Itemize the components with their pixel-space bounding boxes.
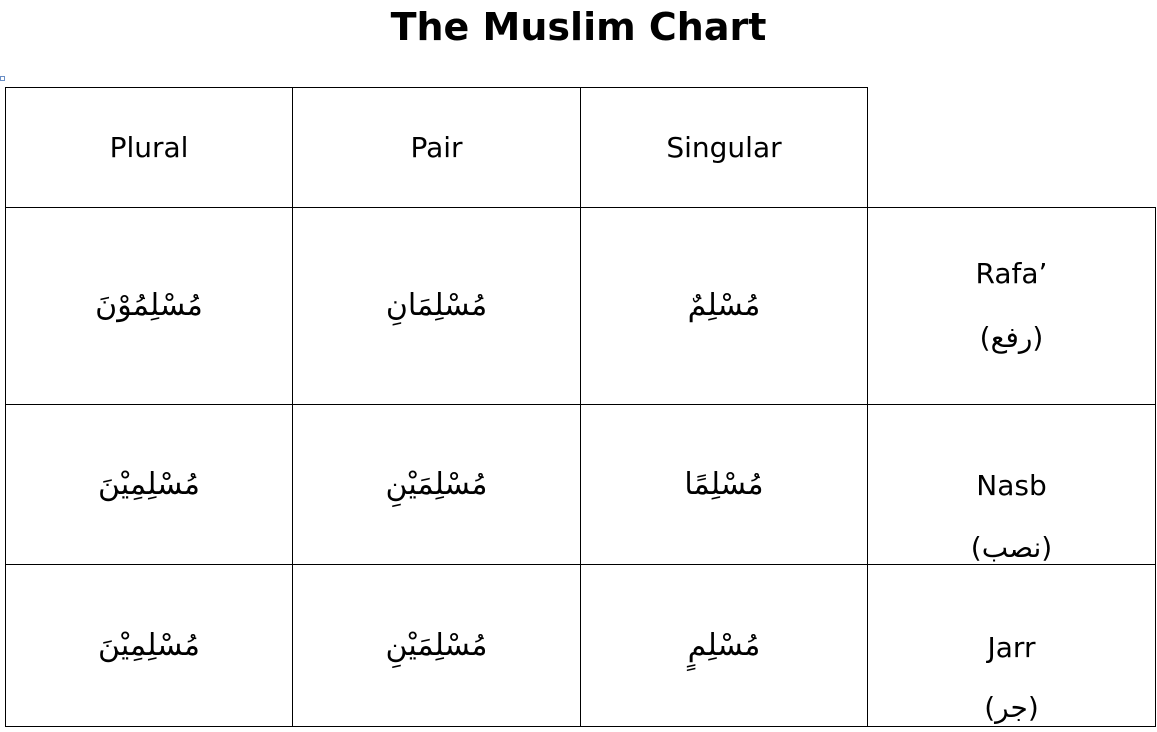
header-singular-label: Singular [666,130,782,164]
cell-nasb-singular [580,404,868,565]
case-jarr-arabic: (جر) [984,691,1039,724]
case-jarr-label: Jarr [987,631,1036,664]
table-anchor-handle[interactable] [0,76,5,81]
word-nasb-singular: مُسْلِمًا [684,466,764,502]
cell-jarr-plural [5,564,293,727]
case-rafa-label: Rafa’ [975,257,1048,290]
cell-nasb-plural [5,404,293,565]
case-rafa-arabic: (رفع) [979,321,1044,354]
case-nasb [867,404,1156,565]
cell-jarr-singular [580,564,868,727]
page-title: The Muslim Chart [390,5,767,49]
word-rafa-pair: مُسْلِمَانِ [385,288,488,323]
cell-jarr-pair [292,564,581,727]
header-plural [5,87,293,208]
cell-nasb-pair [292,404,581,565]
header-singular [580,87,868,208]
header-pair-label: Pair [410,130,463,164]
word-rafa-singular: مُسْلِمٌ [687,288,761,323]
case-nasb-arabic: (نصب) [970,531,1053,564]
cell-rafa-pair [292,207,581,405]
word-nasb-pair: مُسْلِمَيْنِ [385,466,488,502]
word-nasb-plural: مُسْلِمِيْنَ [98,466,200,502]
word-rafa-plural: مُسْلِمُوْنَ [95,288,203,323]
word-jarr-plural: مُسْلِمِيْنَ [98,627,200,663]
case-jarr [867,564,1156,727]
word-jarr-singular: مُسْلِمٍ [687,627,761,663]
cell-rafa-singular [580,207,868,405]
header-plural-label: Plural [109,130,189,164]
case-rafa [867,207,1156,405]
word-jarr-pair: مُسْلِمَيْنِ [385,627,488,663]
header-pair [292,87,581,208]
case-nasb-label: Nasb [976,469,1047,502]
cell-rafa-plural [5,207,293,405]
